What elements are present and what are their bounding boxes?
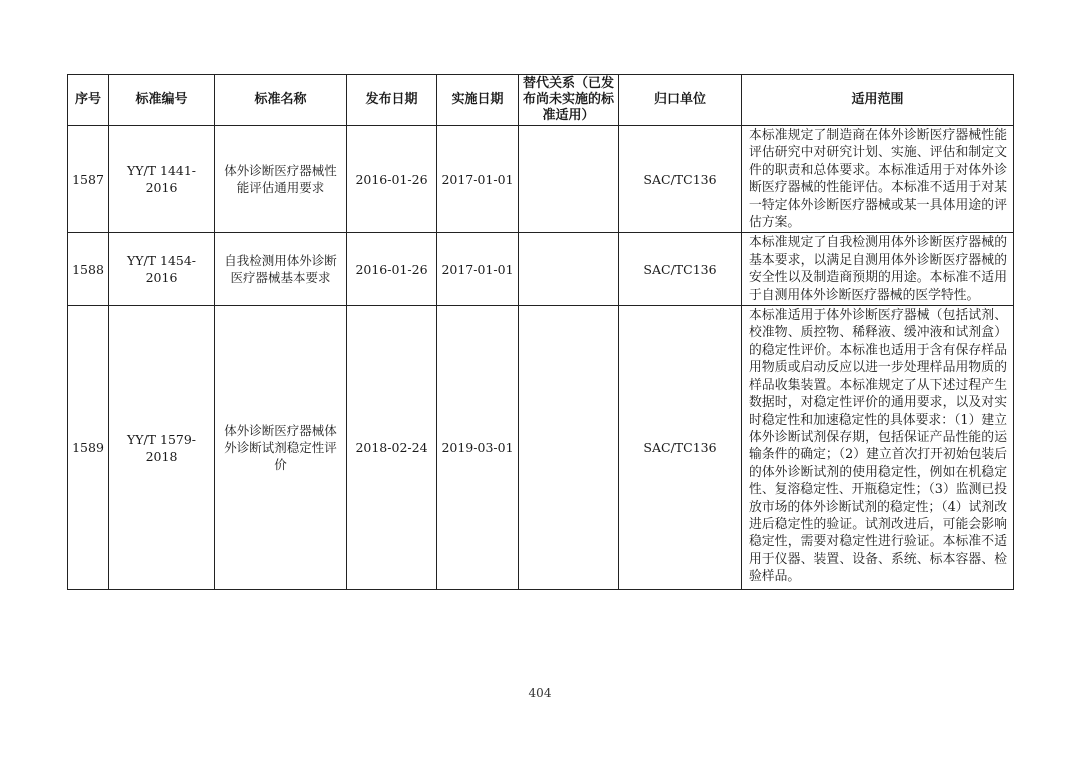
cell-replace (519, 126, 619, 233)
cell-publish-date: 2016-01-26 (347, 233, 437, 306)
cell-seq: 1587 (68, 126, 109, 233)
cell-name: 体外诊断医疗器械性能评估通用要求 (215, 126, 347, 233)
standards-table (67, 74, 1014, 590)
table-row (68, 126, 1014, 233)
page-number: 404 (528, 686, 552, 700)
header-replace: 替代关系（已发布尚未实施的标准适用） (519, 75, 619, 126)
header-implement-date: 实施日期 (437, 75, 519, 126)
header-code: 标准编号 (109, 75, 215, 126)
cell-dept: SAC/TC136 (619, 306, 742, 590)
header-publish-date: 发布日期 (347, 75, 437, 126)
cell-dept: SAC/TC136 (619, 126, 742, 233)
cell-dept: SAC/TC136 (619, 233, 742, 306)
cell-code: YY/T 1454-2016 (109, 233, 215, 306)
header-name: 标准名称 (215, 75, 347, 126)
header-scope: 适用范围 (742, 75, 1014, 126)
cell-seq: 1589 (68, 306, 109, 590)
table-header-row (68, 75, 1014, 126)
cell-scope: 本标准规定了自我检测用体外诊断医疗器械的基本要求，以满足自测用体外诊断医疗器械的安全性以及制造商预期的用途。本标准不适用于自测用体外诊断医疗器械的医学特性。 (742, 233, 1014, 306)
cell-publish-date: 2016-01-26 (347, 126, 437, 233)
table-row (68, 306, 1014, 590)
cell-publish-date: 2018-02-24 (347, 306, 437, 590)
cell-replace (519, 233, 619, 306)
cell-code: YY/T 1441-2016 (109, 126, 215, 233)
cell-implement-date: 2017-01-01 (437, 126, 519, 233)
cell-seq: 1588 (68, 233, 109, 306)
header-seq: 序号 (68, 75, 109, 126)
cell-code: YY/T 1579-2018 (109, 306, 215, 590)
cell-replace (519, 306, 619, 590)
cell-implement-date: 2017-01-01 (437, 233, 519, 306)
cell-name: 自我检测用体外诊断医疗器械基本要求 (215, 233, 347, 306)
header-dept: 归口单位 (619, 75, 742, 126)
cell-scope: 本标准适用于体外诊断医疗器械（包括试剂、校准物、质控物、稀释液、缓冲液和试剂盒）的稳定性评价。本标准也适用于含有保存样品用物质或启动反应以进一步处理样品用物质的样品收集装置。本标准规定了从下述过程产生数据时，对稳定性评价的通用要求，以及对实时稳定性和加速稳定性的具体要求：（1）建立体外诊断试剂保存期，包括保证产品性能的运输条件的确定；（2）建立首次打开初始包装后的体外诊断试剂的使用稳定性，例如在机稳定性、复溶稳定性、开瓶稳定性；（3）监测已投放市场的体外诊断试剂的稳定性；（4）试剂改进后稳定性的验证。试剂改进后，可能会影响稳定性，需要对稳定性进行验证。本标准不适用于仪器、装置、设备、系统、标本容器、检验样品。 (742, 306, 1014, 590)
cell-name: 体外诊断医疗器械体外诊断试剂稳定性评价 (215, 306, 347, 590)
cell-implement-date: 2019-03-01 (437, 306, 519, 590)
cell-scope: 本标准规定了制造商在体外诊断医疗器械性能评估研究中对研究计划、实施、评估和制定文件的职责和总体要求。本标准适用于对体外诊断医疗器械的性能评估。本标准不适用于对某一特定体外诊断医疗器械或某一具体用途的评估方案。 (742, 126, 1014, 233)
table-row (68, 233, 1014, 306)
